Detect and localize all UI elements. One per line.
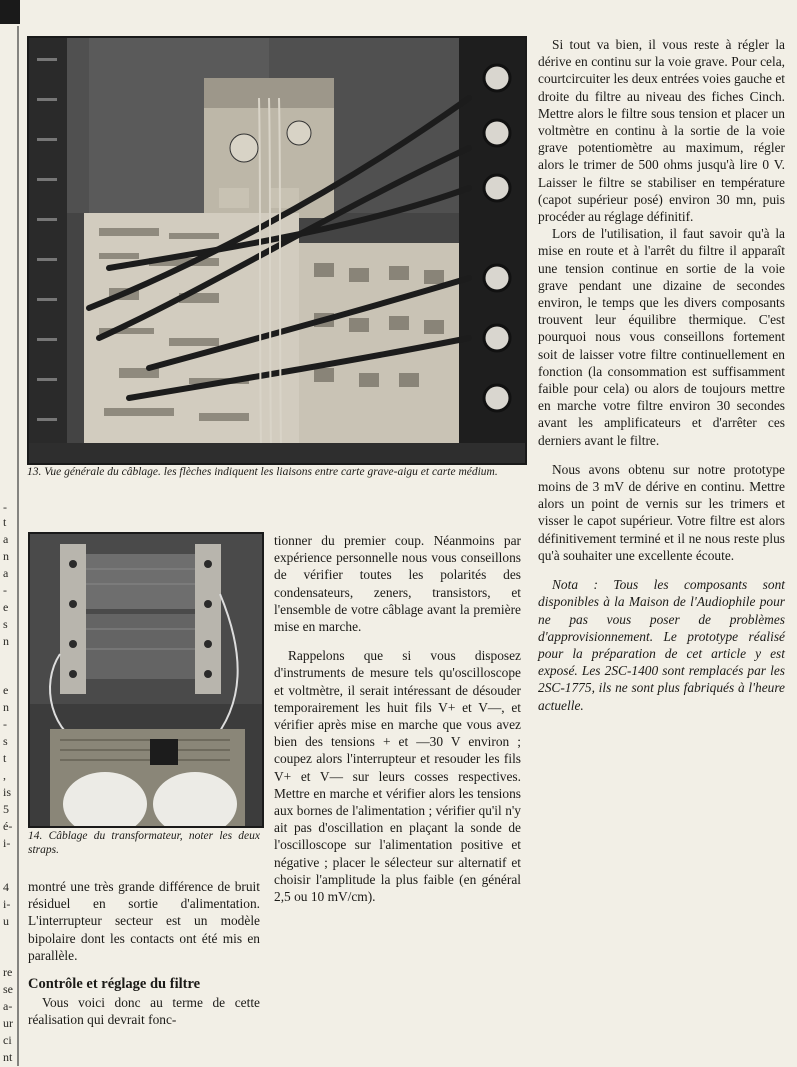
gutter-fragment: 4 — [3, 880, 9, 894]
gutter-corner-shadow — [0, 0, 20, 24]
gutter-fragment: u — [3, 914, 9, 928]
gutter-fragment: e — [3, 683, 9, 697]
gutter-fragment: e — [3, 600, 9, 614]
nota-paragraph: Nota : Tous les composants sont disponibles à la Maison de l'Audiophile pour ne pas vous poser de problèmes d'approvisionnement. Le prototype réalisé pour la préparation de cet article y est exposé. Les 2SC-1400 sont remplacés par les 2SC-1775, ils ne sont plus fabriqués à l'heure actuelle. — [538, 577, 785, 713]
gutter-fragment: nt — [3, 1050, 13, 1064]
gutter-fragment: - — [3, 500, 7, 514]
gutter-fragment: n — [3, 634, 9, 648]
transformer-photo — [28, 532, 264, 828]
left-bottom-column — [28, 878, 260, 1028]
gutter-divider — [17, 26, 19, 1066]
gutter-fragment: ur — [3, 1016, 13, 1030]
left-paragraph-1: montré une très grande différence de bruit résiduel en sortie d'alimentation. L'interrupteur secteur est un modèle bipolaire dont les contacts ont été mis en parallèle. — [28, 879, 260, 963]
right-paragraph-3: Nous avons obtenu sur notre prototype moins de 3 mV de dérive en continu. Mettre alors un point de vernis sur les trimers et visser le capot supérieur. Votre filtre est alors définitivement terminé et il ne nous reste plus qu'à souhaiter une excellente écoute. — [538, 461, 785, 563]
middle-paragraph-2: Rappelons que si vous disposez d'instruments de mesure tels qu'oscilloscope et voltmètre, il serait intéressant de désouder temporairement les huit fils V+ et V—, et vérifier après mise en marche que vous avez bien des tensions + et —30 V environ ; coupez alors l'interrupteur et resouder les fils V+ et V— sur leurs cosses respectives. Mettre en marche et vérifier alors les tensions aux bornes de l'alimentation ; vérifier qu'il n'y ait pas d'oscillation en plaçant la sonde de l'oscilloscope sur l'alimentation positive et négative ; placer le sélecteur sur alternatif et choisir l'amplitude la plus faible (en général 2,5 ou 10 mV/cm). — [274, 648, 521, 905]
gutter-fragment: re — [3, 965, 13, 979]
gutter-fragment: n — [3, 549, 9, 563]
gutter-fragment: - — [3, 583, 7, 597]
gutter-fragment: a- — [3, 999, 13, 1013]
middle-paragraph-1: tionner du premier coup. Néanmoins par expérience personnelle nous vous conseillons de vérifier toutes les polarités des condensateurs, zeners, transistors, et l'ensemble de votre câblage avant la première mise en marche. — [274, 533, 521, 635]
left-gutter — [0, 0, 20, 1067]
figure-13-caption: 13. Vue générale du câblage. les flèches indiquent les liaisons entre carte grave-aigu et carte médium. — [27, 466, 498, 478]
gutter-fragment: é- — [3, 819, 13, 833]
gutter-fragment: i- — [3, 836, 11, 850]
gutter-fragment: , — [3, 768, 6, 782]
right-column — [538, 36, 785, 714]
left-paragraph-2: Vous voici donc au terme de cette réalisation qui devrait fonc- — [28, 995, 260, 1028]
figure-14-caption: 14. Câblage du transformateur, noter les deux straps. — [28, 830, 260, 856]
wiring-photo-illustration — [29, 38, 525, 463]
gutter-fragment: 5 — [3, 802, 9, 816]
gutter-fragment: i- — [3, 897, 11, 911]
gutter-fragment: ci — [3, 1033, 12, 1047]
gutter-fragment: a — [3, 532, 9, 546]
gutter-fragment: se — [3, 982, 13, 996]
middle-column — [274, 532, 521, 905]
gutter-fragment: t — [3, 515, 7, 529]
wiring-photo — [27, 36, 527, 465]
transformer-photo-illustration — [30, 534, 262, 826]
section-heading: Contrôle et réglage du filtre — [28, 976, 201, 993]
gutter-fragment: s — [3, 734, 8, 748]
gutter-fragment: s — [3, 617, 8, 631]
gutter-fragment: - — [3, 717, 7, 731]
gutter-fragment: t — [3, 751, 7, 765]
gutter-fragment: is — [3, 785, 12, 799]
right-paragraph-2: Lors de l'utilisation, il faut savoir qu'à la mise en route et à l'arrêt du filtre il apparaît une tension continue en sortie de la voie grave pendant une dizaine de secondes environ, le temps que les divers composants trouvent leur équilibre thermique. C'est pourquoi nous vous conseillons fortement soit de laisser votre filtre continuellement en fonction (la consommation est suffisamment faible pour cela) ou alors de toujours mettre en marche votre filtre environ 30 secondes avant les amplificateurs et d'arrêter ces derniers avant le filtre. — [538, 226, 785, 448]
right-paragraph-1: Si tout va bien, il vous reste à régler la dérive en continu sur la voie grave. Pour cela, courtcircuiter les deux entrées voies gauche et droite du filtre au niveau des fiches Cinch. Mettre alors le filtre sous tension et placer un voltmètre en continu à la sortie de la voie grave potentiomètre au maximum, régler alors le trimer de 500 ohms jusqu'à lire 0 V. Laisser le filtre se stabiliser en température (capot supérieur posé) environ 30 mn, puis procéder au réglage définitif. — [538, 37, 785, 225]
gutter-fragment: a — [3, 566, 9, 580]
gutter-fragment: n — [3, 700, 9, 714]
